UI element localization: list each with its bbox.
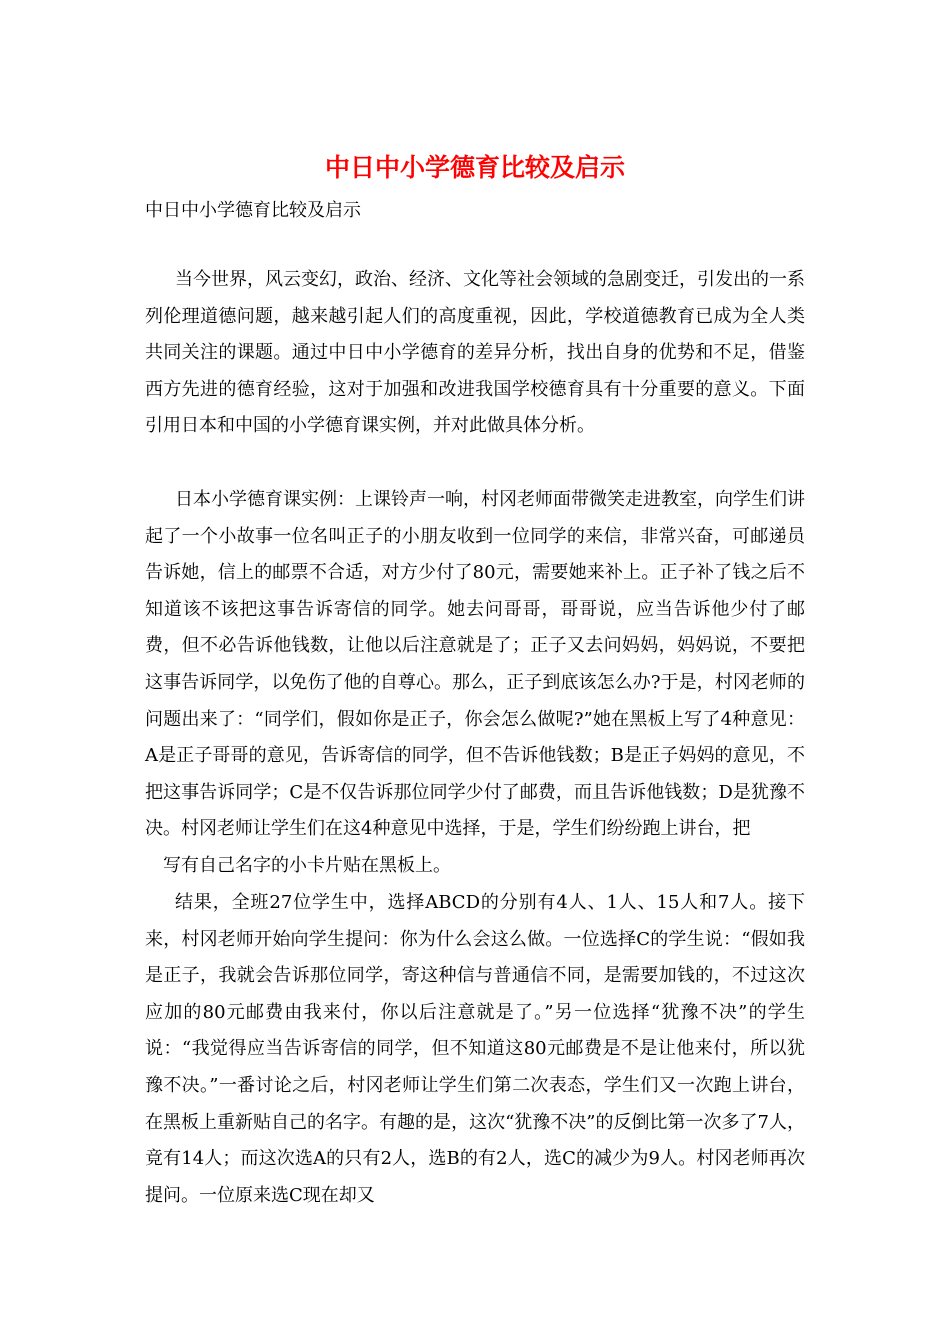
paragraph-intro: 当今世界，风云变幻，政治、经济、文化等社会领域的急剧变迁，引发出的一系列伦理道德问题，越来越引起人们的高度重视，因此，学校道德教育已成为全人类共同关注的课题。通过中日中小学德育的差异分析，找出自身的优势和不足，借鉴西方先进的德育经验，这对于加强和改进我国学校德育具有十分重要的意义。下面引用日本和中国的小学德育课实例，并对此做具体分析。 (145, 269, 805, 437)
document-subtitle: 中日中小学德育比较及启示 (145, 200, 361, 221)
paragraph-japan-example: 日本小学德育课实例：上课铃声一响，村冈老师面带微笑走进教室，向学生们讲起了一个小故事一位名叫正子的小朋友收到一位同学的来信，非常兴奋，可邮递员告诉她，信上的邮票不合适，对方少付了80元，需要她来补上。正子补了钱之后不知道该不该把这事告诉寄信的同学。她去问哥哥，哥哥说，应当告诉他少付了邮费，但不必告诉他钱数，让他以后注意就是了；正子又去问妈妈，妈妈说，不要把这事告诉同学，以免伤了他的自尊心。那么，正子到底该怎么办?于是，村冈老师的问题出来了：“同学们，假如你是正子，你会怎么做呢?”她在黑板上写了4种意见：A是正子哥哥的意见，告诉寄信的同学，但不告诉他钱数；B是正子妈妈的意见，不把这事告诉同学；C是不仅告诉那位同学少付了邮费，而且告诉他钱数；D是犹豫不决。村冈老师让学生们在这4种意见中选择，于是，学生们纷纷跑上讲台，把 (145, 489, 805, 840)
paragraph-results: 结果，全班27位学生中，选择ABCD的分别有4人、1人、15人和7人。接下来，村冈老师开始向学生提问：你为什么会这么做。一位选择C的学生说：“假如我是正子，我就会告诉那位同学，寄这种信与普通信不同，是需要加钱的，不过这次应加的80元邮费由我来付，你以后注意就是了。”另一位选择“犹豫不决”的学生说：“我觉得应当告诉寄信的同学，但不知道这80元邮费是不是让他来付，所以犹豫不决。”一番讨论之后，村冈老师让学生们第二次表态，学生们又一次跑上讲台，在黑板上重新贴自己的名字。有趣的是，这次“犹豫不决”的反倒比第一次多了7人，竟有14人；而这次选A的只有2人，选B的有2人，选C的减少为9人。村冈老师再次提问。一位原来选C现在却又 (145, 892, 805, 1206)
document-title: 中日中小学德育比较及启示 (324, 153, 625, 182)
paragraph-continuation: 写有自己名字的小卡片贴在黑板上。 (163, 855, 451, 876)
